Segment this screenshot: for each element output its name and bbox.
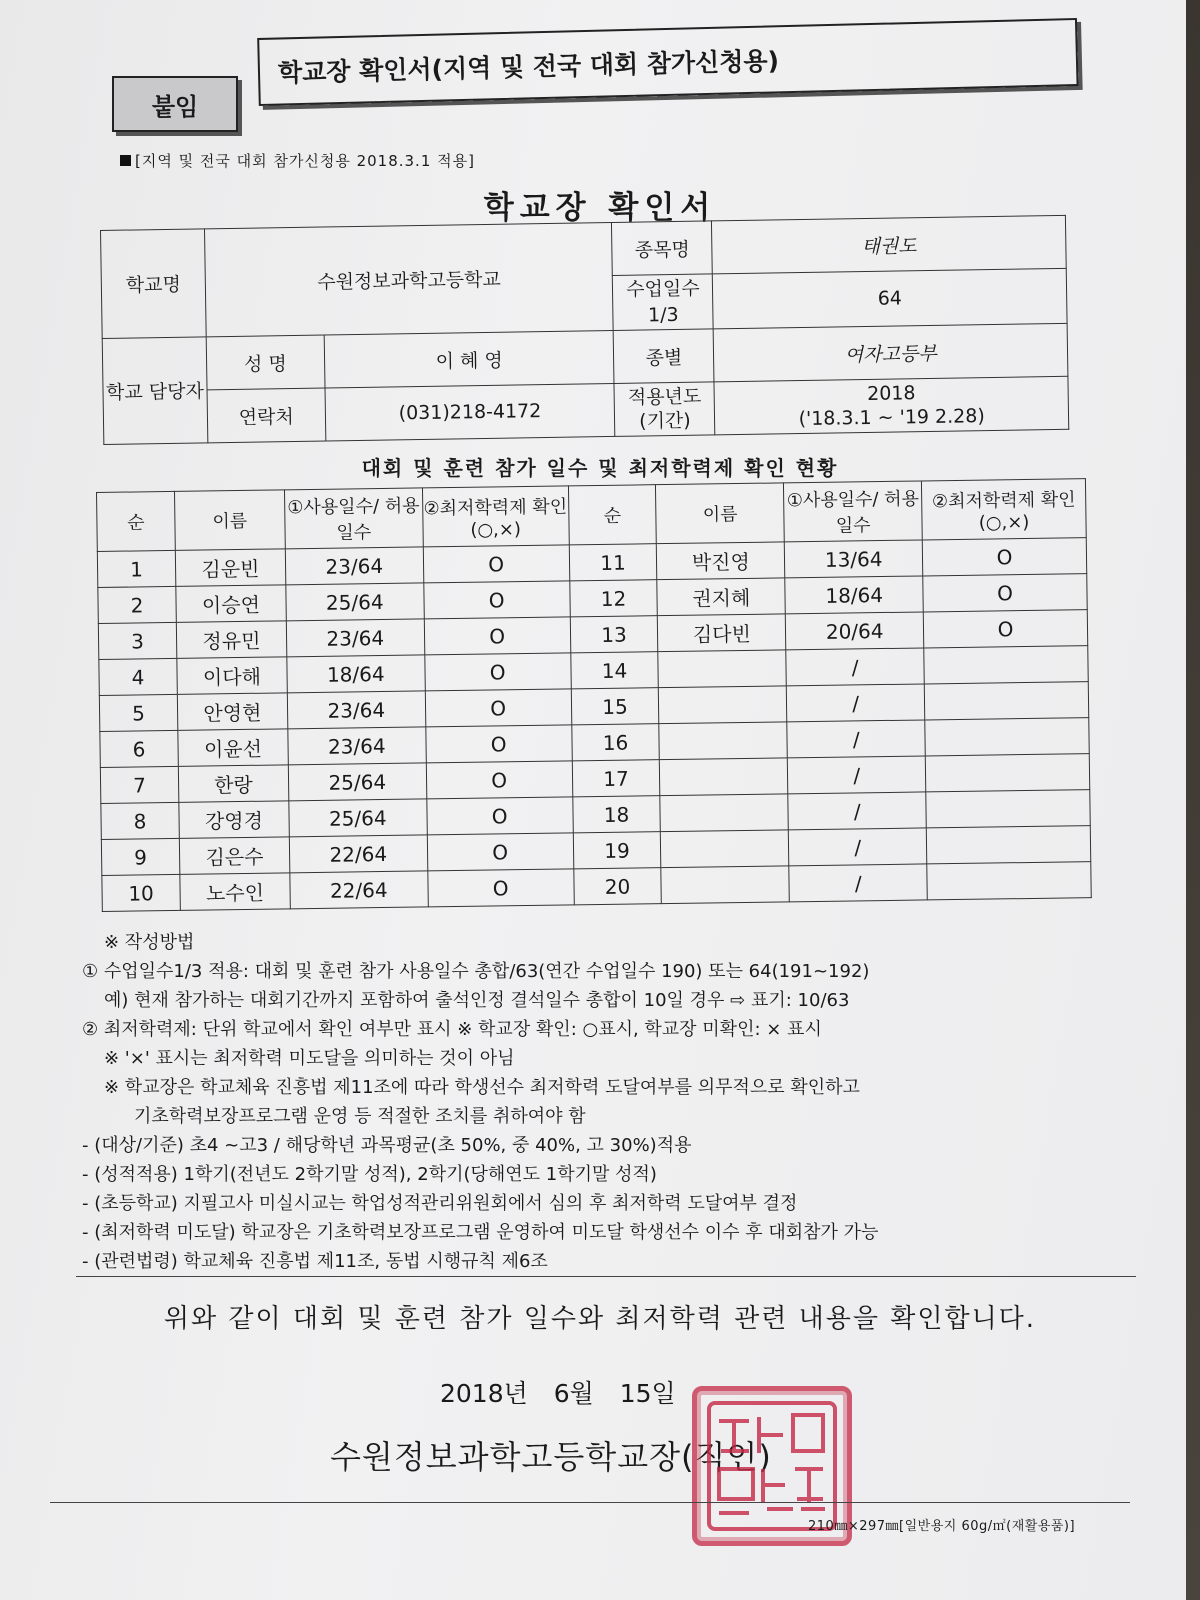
row-name	[659, 686, 787, 724]
document-title: 학교장 확인서	[483, 190, 717, 226]
date-day: 15일	[619, 1379, 676, 1408]
row-check: O	[424, 653, 570, 691]
row-days: 22/64	[290, 871, 428, 909]
header-days: ①사용일수/ 허용일수	[284, 488, 423, 549]
header-check: ②최저학력제 확인(○,×)	[922, 479, 1087, 540]
name-value: 이 혜 영	[324, 330, 615, 388]
note-line: - (대상/기준) 초4 ~고3 / 해당학년 과목평균(초 50%, 중 40%, 고 30%)적용	[82, 1135, 692, 1156]
row-name: 노수인	[180, 873, 290, 911]
row-check: O	[923, 574, 1087, 612]
row-no: 3	[98, 622, 176, 659]
notes-block	[82, 928, 1122, 1276]
row-days: 25/64	[286, 583, 424, 621]
participation-table	[96, 478, 1092, 912]
issue-date	[440, 1374, 694, 1410]
note-line: ※ '×' 표시는 최저학력 미도달을 의미하는 것이 아님	[104, 1048, 515, 1069]
row-check: O	[425, 725, 571, 763]
confirmation-text: 위와 같이 대회 및 훈련 참가 일수와 최저학력 관련 내용을 확인합니다.	[163, 1304, 1037, 1334]
row-no: 9	[101, 838, 179, 875]
row-name: 안영현	[177, 693, 287, 731]
row-check: O	[426, 797, 572, 835]
row-no: 7	[100, 766, 178, 803]
note-line: - (초등학교) 지필고사 미실시교는 학업성적관리위원회에서 심의 후 최저학력 도달여부 결정	[82, 1193, 798, 1214]
row-name	[660, 758, 788, 796]
row-check	[926, 790, 1090, 828]
row-name: 이다해	[177, 657, 287, 695]
note-line: ※ 학교장은 학교체육 진흥법 제11조에 따라 학생선수 최저학력 도달여부를 의무적으로 확인하고	[104, 1077, 860, 1098]
row-name: 김다빈	[658, 614, 786, 652]
manager-label: 학교 담당자	[102, 337, 208, 445]
note-line: ① 수업일수1/3 적용: 대회 및 훈련 참가 사용일수 총합/63(연간 수업일수 190) 또는 64(191~192)	[82, 961, 870, 982]
row-no: 14	[570, 652, 658, 689]
header-check: ②최저학력제 확인(○,×)	[422, 486, 569, 547]
footer-line	[50, 1502, 1130, 1503]
event-value: 태권도	[712, 215, 1066, 274]
row-check	[925, 754, 1089, 792]
form-subtag	[120, 150, 475, 171]
table-body	[97, 538, 1091, 912]
row-no: 11	[569, 544, 657, 581]
note-line: - (관련법령) 학교체육 진흥법 제11조, 동법 시행규칙 제6조	[82, 1251, 548, 1272]
date-month: 6월	[553, 1379, 594, 1408]
event-label: 종목명	[612, 221, 713, 276]
row-days: 23/64	[286, 619, 424, 657]
row-check: O	[427, 833, 573, 871]
row-name	[659, 722, 787, 760]
row-no: 8	[101, 802, 179, 839]
row-name: 박진영	[657, 542, 785, 580]
row-days: 13/64	[785, 540, 923, 578]
note-line: ② 최저학력제: 단위 학교에서 확인 여부만 표시 ※ 학교장 확인: ○표시, 학교장 미확인: × 표시	[82, 1019, 822, 1040]
row-check: O	[425, 689, 571, 727]
row-no: 13	[570, 616, 658, 653]
row-check	[925, 718, 1089, 756]
row-check: O	[922, 538, 1086, 576]
school-name: 수원정보과학고등학교	[204, 222, 613, 336]
row-days: /	[787, 684, 925, 722]
row-days: /	[788, 792, 926, 830]
row-check: O	[424, 617, 570, 655]
row-name: 한랑	[178, 765, 288, 803]
row-days: /	[788, 756, 926, 794]
row-no: 20	[573, 868, 661, 905]
row-days: 22/64	[289, 835, 427, 873]
row-no: 15	[571, 688, 659, 725]
row-days: 20/64	[786, 612, 924, 650]
header-name: 이름	[174, 490, 285, 551]
row-days: 23/64	[287, 691, 425, 729]
row-name: 김운빈	[175, 549, 285, 587]
row-days: /	[789, 828, 927, 866]
contact-value: (031)218-4172	[325, 383, 616, 441]
paper-spec: 210㎜×297㎜[일반용지 60g/㎡(재활용품)]	[808, 1519, 1076, 1534]
row-days: 18/64	[785, 576, 923, 614]
row-no: 4	[99, 658, 177, 695]
row-check: O	[426, 761, 572, 799]
row-name: 권지혜	[657, 578, 785, 616]
row-check: O	[423, 581, 569, 619]
year-label: 적용년도 (기간)	[614, 382, 715, 437]
row-days: 23/64	[285, 547, 423, 585]
school-label: 학교명	[101, 229, 207, 339]
row-name	[661, 830, 789, 868]
header-no: 순	[97, 491, 176, 551]
row-name: 정유민	[176, 621, 286, 659]
info-table	[100, 215, 1069, 445]
row-check	[924, 682, 1088, 720]
row-no: 10	[102, 874, 180, 911]
row-name: 김은수	[179, 837, 289, 875]
name-label: 성 명	[206, 335, 325, 390]
row-no: 19	[573, 832, 661, 869]
row-no: 17	[572, 760, 660, 797]
row-days: 18/64	[287, 655, 425, 693]
row-days: /	[786, 648, 924, 686]
subtag-text: [지역 및 전국 대회 참가신청용 2018.3.1 적용]	[135, 152, 475, 170]
row-check	[924, 646, 1088, 684]
row-no: 18	[572, 796, 660, 833]
date-year: 2018년	[440, 1379, 528, 1408]
days-value: 64	[713, 268, 1067, 329]
row-no: 2	[98, 586, 176, 623]
row-days: 25/64	[289, 799, 427, 837]
days-label: 수업일수 1/3	[613, 274, 714, 331]
row-days: 25/64	[288, 763, 426, 801]
signer-name: 수원정보과학고등학교장(직인)	[330, 1438, 772, 1476]
row-no: 5	[99, 694, 177, 731]
attachment-label: 붙임	[112, 76, 238, 132]
row-check	[926, 826, 1090, 864]
row-name	[658, 650, 786, 688]
row-name	[661, 866, 789, 904]
row-name: 강영경	[179, 801, 289, 839]
row-check	[927, 862, 1091, 900]
section-title: 대회 및 훈련 참가 일수 및 최저학력제 확인 현황	[361, 456, 839, 480]
header-days: ①사용일수/ 허용일수	[784, 481, 923, 542]
header-title-box: 학교장 확인서(지역 및 전국 대회 참가신청용)	[257, 18, 1078, 106]
note-line: - (성적적용) 1학기(전년도 2학기말 성적), 2학기(당해연도 1학기말 성적)	[82, 1164, 657, 1185]
year-cell	[714, 376, 1068, 435]
header-no: 순	[568, 485, 657, 545]
division-label: 종별	[614, 329, 715, 384]
division-value: 여자고등부	[713, 323, 1067, 382]
row-days: /	[789, 864, 927, 902]
header-name: 이름	[656, 483, 785, 544]
row-no: 16	[571, 724, 659, 761]
row-check: O	[427, 869, 573, 907]
contact-label: 연락처	[207, 388, 326, 443]
year-value: 2018	[866, 382, 916, 405]
note-line: 기초학력보장프로그램 운영 등 적절한 조치를 취하여야 함	[134, 1106, 586, 1127]
row-check: O	[923, 610, 1087, 648]
note-line: - (최저학력 미도달) 학교장은 기초학력보장프로그램 운영하여 미도달 학생선수 이수 후 대회참가 가능	[82, 1222, 879, 1243]
black-square-icon	[120, 155, 131, 166]
row-name: 이윤선	[178, 729, 288, 767]
row-days: 23/64	[288, 727, 426, 765]
note-line: 예) 현재 참가하는 대회기간까지 포함하여 출석인정 결석일수 총합이 10일 경우 ⇨ 표기: 10/63	[104, 990, 850, 1011]
row-no: 1	[97, 550, 175, 587]
period-value: ('18.3.1 ~ '19 2.28)	[798, 405, 985, 431]
row-name: 이승연	[176, 585, 286, 623]
note-line: ※ 작성방법	[104, 932, 195, 953]
row-no: 6	[100, 730, 178, 767]
row-no: 12	[569, 580, 657, 617]
row-check: O	[423, 545, 569, 583]
divider	[76, 1276, 1136, 1277]
row-days: /	[787, 720, 925, 758]
row-name	[660, 794, 788, 832]
